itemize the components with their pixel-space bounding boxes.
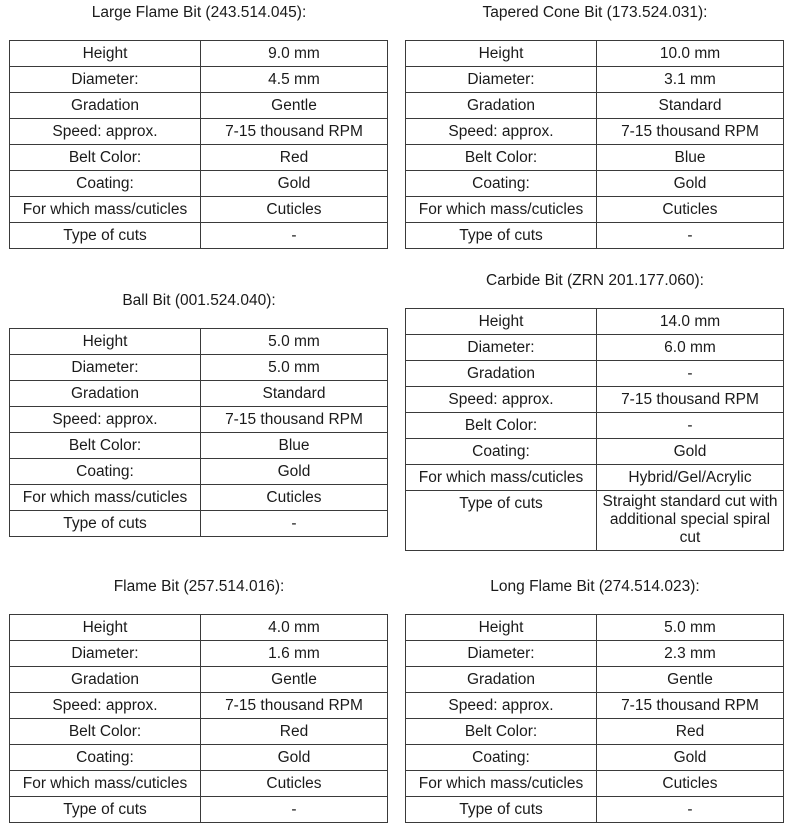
spec-label: Gradation <box>406 93 597 119</box>
spec-value: Cuticles <box>201 197 388 223</box>
spec-title: Ball Bit (001.524.040): <box>122 292 276 309</box>
spec-label: Height <box>406 41 597 67</box>
spec-title: Large Flame Bit (243.514.045): <box>91 4 307 21</box>
spec-value: Gold <box>597 439 784 465</box>
spec-value: 1.6 mm <box>201 641 388 667</box>
spec-label: Belt Color: <box>406 145 597 171</box>
table-row <box>406 309 784 335</box>
spec-label: Height <box>10 329 201 355</box>
spec-value: 5.0 mm <box>201 329 388 355</box>
table-row <box>406 171 784 197</box>
spec-label: For which mass/cuticles <box>406 771 597 797</box>
spec-label: Belt Color: <box>10 145 201 171</box>
spec-table <box>9 328 388 537</box>
spec-label: Coating: <box>406 439 597 465</box>
spec-label: Speed: approx. <box>406 119 597 145</box>
spec-table <box>9 40 388 249</box>
spec-value: 7-15 thousand RPM <box>597 693 784 719</box>
table-row <box>10 329 388 355</box>
spec-label: Type of cuts <box>406 491 597 551</box>
spec-value: - <box>597 223 784 249</box>
spec-label: Gradation <box>10 93 201 119</box>
table-row <box>406 361 784 387</box>
spec-label: Speed: approx. <box>10 407 201 433</box>
spec-value: Red <box>201 719 388 745</box>
spec-label: Type of cuts <box>10 223 201 249</box>
spec-value: Hybrid/Gel/Acrylic <box>597 465 784 491</box>
spec-label: Belt Color: <box>406 719 597 745</box>
spec-value: 7-15 thousand RPM <box>597 119 784 145</box>
spec-value: 7-15 thousand RPM <box>201 119 388 145</box>
table-row <box>406 223 784 249</box>
spec-label: Coating: <box>10 459 201 485</box>
spec-label: Type of cuts <box>406 223 597 249</box>
table-row <box>406 41 784 67</box>
table-row <box>10 485 388 511</box>
table-row <box>10 667 388 693</box>
spec-label: Height <box>10 615 201 641</box>
table-row <box>10 171 388 197</box>
spec-label: For which mass/cuticles <box>406 465 597 491</box>
table-row <box>406 693 784 719</box>
table-row <box>406 197 784 223</box>
spec-label: Speed: approx. <box>10 693 201 719</box>
spec-table <box>405 308 784 551</box>
table-row <box>406 491 784 551</box>
table-row <box>10 433 388 459</box>
spec-block-flame-bit <box>9 577 389 823</box>
spec-table <box>405 40 784 249</box>
table-row <box>406 439 784 465</box>
spec-label: Diameter: <box>406 335 597 361</box>
table-row <box>406 67 784 93</box>
spec-title: Carbide Bit (ZRN 201.177.060): <box>486 272 704 289</box>
spec-value: Gentle <box>201 667 388 693</box>
spec-label: Diameter: <box>10 67 201 93</box>
spec-value: Cuticles <box>201 485 388 511</box>
spec-table <box>9 614 388 823</box>
spec-value: - <box>597 361 784 387</box>
spec-value: 2.3 mm <box>597 641 784 667</box>
table-row <box>406 387 784 413</box>
table-row <box>10 93 388 119</box>
spec-block-ball-bit <box>9 291 389 537</box>
spec-value: 10.0 mm <box>597 41 784 67</box>
table-row <box>406 335 784 361</box>
spec-value: 6.0 mm <box>597 335 784 361</box>
spec-value: - <box>597 413 784 439</box>
table-row <box>10 615 388 641</box>
spec-label: For which mass/cuticles <box>10 485 201 511</box>
spec-table <box>405 614 784 823</box>
table-row <box>10 145 388 171</box>
spec-value: Blue <box>597 145 784 171</box>
table-row <box>406 413 784 439</box>
spec-label: Diameter: <box>406 641 597 667</box>
spec-value: Gentle <box>597 667 784 693</box>
spec-value: Gold <box>201 459 388 485</box>
spec-value: - <box>201 797 388 823</box>
spec-label: Coating: <box>406 745 597 771</box>
table-row <box>406 797 784 823</box>
spec-label: Belt Color: <box>10 719 201 745</box>
spec-value: Blue <box>201 433 388 459</box>
spec-label: Diameter: <box>10 641 201 667</box>
table-row <box>406 465 784 491</box>
table-row <box>10 719 388 745</box>
table-row <box>10 511 388 537</box>
spec-value: 5.0 mm <box>597 615 784 641</box>
spec-label: For which mass/cuticles <box>10 771 201 797</box>
spec-value: 14.0 mm <box>597 309 784 335</box>
spec-value: - <box>597 797 784 823</box>
table-row <box>10 693 388 719</box>
table-row <box>10 197 388 223</box>
table-row <box>406 145 784 171</box>
table-row <box>10 797 388 823</box>
spec-block-large-flame-bit <box>9 3 389 249</box>
spec-label: Type of cuts <box>10 511 201 537</box>
table-row <box>10 67 388 93</box>
spec-value: 7-15 thousand RPM <box>201 693 388 719</box>
spec-value: 4.0 mm <box>201 615 388 641</box>
spec-label: Belt Color: <box>406 413 597 439</box>
spec-label: Height <box>406 615 597 641</box>
table-row <box>10 223 388 249</box>
spec-value: Red <box>201 145 388 171</box>
spec-label: Gradation <box>406 361 597 387</box>
spec-value: Straight standard cut with additional special spiral cut <box>597 491 784 551</box>
spec-value: Red <box>597 719 784 745</box>
spec-value: Cuticles <box>201 771 388 797</box>
table-row <box>406 641 784 667</box>
spec-label: Gradation <box>406 667 597 693</box>
spec-value: 7-15 thousand RPM <box>597 387 784 413</box>
spec-label: Diameter: <box>10 355 201 381</box>
spec-title: Tapered Cone Bit (173.524.031): <box>482 4 708 21</box>
spec-value: 4.5 mm <box>201 67 388 93</box>
spec-label: Height <box>406 309 597 335</box>
spec-value: 3.1 mm <box>597 67 784 93</box>
spec-label: Type of cuts <box>10 797 201 823</box>
spec-value: - <box>201 511 388 537</box>
table-row <box>10 119 388 145</box>
spec-value: Gold <box>201 171 388 197</box>
table-row <box>10 355 388 381</box>
spec-title: Long Flame Bit (274.514.023): <box>490 578 700 595</box>
spec-label: Height <box>10 41 201 67</box>
table-row <box>406 745 784 771</box>
spec-block-tapered-cone-bit <box>405 3 785 249</box>
spec-label: For which mass/cuticles <box>10 197 201 223</box>
table-row <box>10 381 388 407</box>
spec-label: For which mass/cuticles <box>406 197 597 223</box>
spec-label: Diameter: <box>406 67 597 93</box>
table-row <box>10 459 388 485</box>
spec-value: Cuticles <box>597 197 784 223</box>
table-row <box>406 119 784 145</box>
table-row <box>10 641 388 667</box>
spec-value: Gold <box>201 745 388 771</box>
spec-label: Coating: <box>10 171 201 197</box>
table-row <box>406 615 784 641</box>
spec-value: Gold <box>597 171 784 197</box>
table-row <box>406 93 784 119</box>
spec-block-carbide-bit <box>405 271 785 551</box>
spec-value: Standard <box>597 93 784 119</box>
table-row <box>406 771 784 797</box>
table-row <box>406 719 784 745</box>
spec-block-long-flame-bit <box>405 577 785 823</box>
table-row <box>10 407 388 433</box>
spec-label: Coating: <box>10 745 201 771</box>
spec-value: - <box>201 223 388 249</box>
spec-label: Speed: approx. <box>406 387 597 413</box>
spec-title: Flame Bit (257.514.016): <box>113 578 285 595</box>
spec-label: Speed: approx. <box>406 693 597 719</box>
spec-value: 5.0 mm <box>201 355 388 381</box>
spec-value: 9.0 mm <box>201 41 388 67</box>
spec-label: Coating: <box>406 171 597 197</box>
spec-value: Gentle <box>201 93 388 119</box>
spec-label: Belt Color: <box>10 433 201 459</box>
spec-label: Type of cuts <box>406 797 597 823</box>
spec-value: 7-15 thousand RPM <box>201 407 388 433</box>
spec-label: Speed: approx. <box>10 119 201 145</box>
spec-label: Gradation <box>10 381 201 407</box>
spec-value: Standard <box>201 381 388 407</box>
table-row <box>406 667 784 693</box>
table-row <box>10 771 388 797</box>
table-row <box>10 41 388 67</box>
table-row <box>10 745 388 771</box>
spec-value: Cuticles <box>597 771 784 797</box>
spec-label: Gradation <box>10 667 201 693</box>
spec-value: Gold <box>597 745 784 771</box>
